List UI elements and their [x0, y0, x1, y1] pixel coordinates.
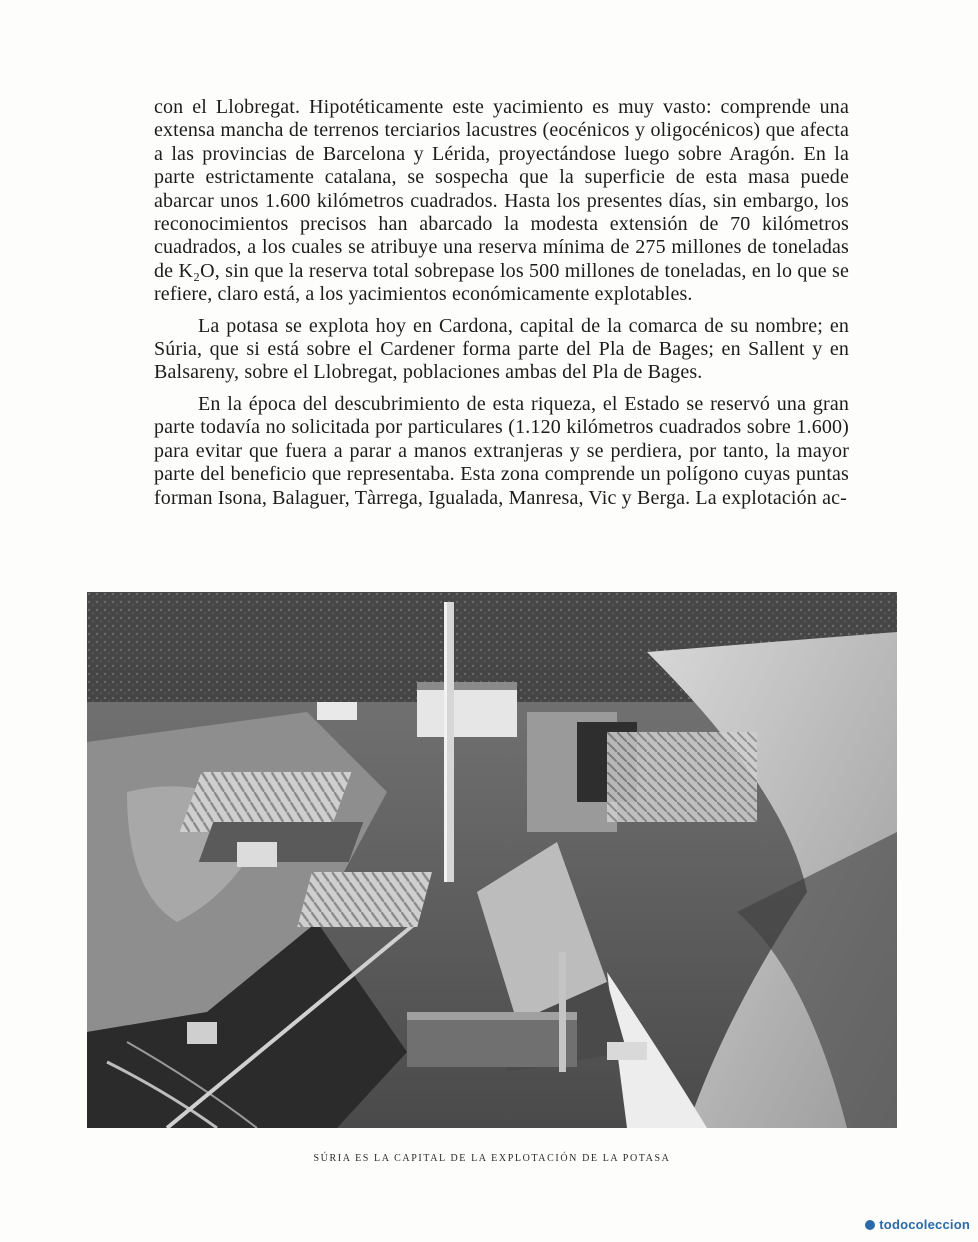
body-text — [154, 96, 849, 510]
watermark-dot-icon — [865, 1220, 875, 1230]
paragraph-2: La potasa se explota hoy en Cardona, capital de la comarca de su nombre; en Súria, que si está sobre el Cardener forma parte del Pla de Bages; en Sallent y en Balsareny, sobre el Llobregat, poblaciones ambas del Pla de Bages. — [154, 314, 849, 384]
aerial-photo-potash-factory — [87, 592, 897, 1128]
paragraph-3: En la época del descubrimiento de esta riqueza, el Estado se reservó una gran parte todavía no solicitada por particulares (1.120 kilómetros cuadrados sobre 1.600) para evitar que fuera a parar a manos extranjeras y se perdiera, por tanto, la mayor parte del beneficio que representaba. Esta zona comprende un polígono cuyas puntas forman Isona, Balaguer, Tàrrega, Igualada, Manresa, Vic y Berga. La explotación ac- — [154, 392, 849, 509]
watermark-text: todocoleccion — [879, 1217, 970, 1232]
photo-caption: SÚRIA ES LA CAPITAL DE LA EXPLOTACIÓN DE LA POTASA — [313, 1153, 671, 1164]
watermark-logo — [865, 1217, 970, 1232]
paragraph-1: con el Llobregat. Hipotéticamente este yacimiento es muy vasto: comprende una extensa mancha de terrenos terciarios lacustres (eocénicos y oligocénicos) que afecta a las provincias de Barcelona y Lérida, proyectándose luego sobre Aragón. En la parte estrictamente catalana, se sospecha que la superficie de esta masa puede abarcar unos 1.600 kilómetros cuadrados. Hasta los presentes días, sin embargo, los reconocimientos precisos han abarcado la modesta extensión de 70 kilómetros cuadrados, a los cuales se atribuye una reserva mínima de 275 millones de toneladas de K₂O, sin que la reserva total sobrepase los 500 millones de toneladas, en lo que se refiere, claro está, a los yacimientos económicamente explotables. — [154, 96, 849, 306]
